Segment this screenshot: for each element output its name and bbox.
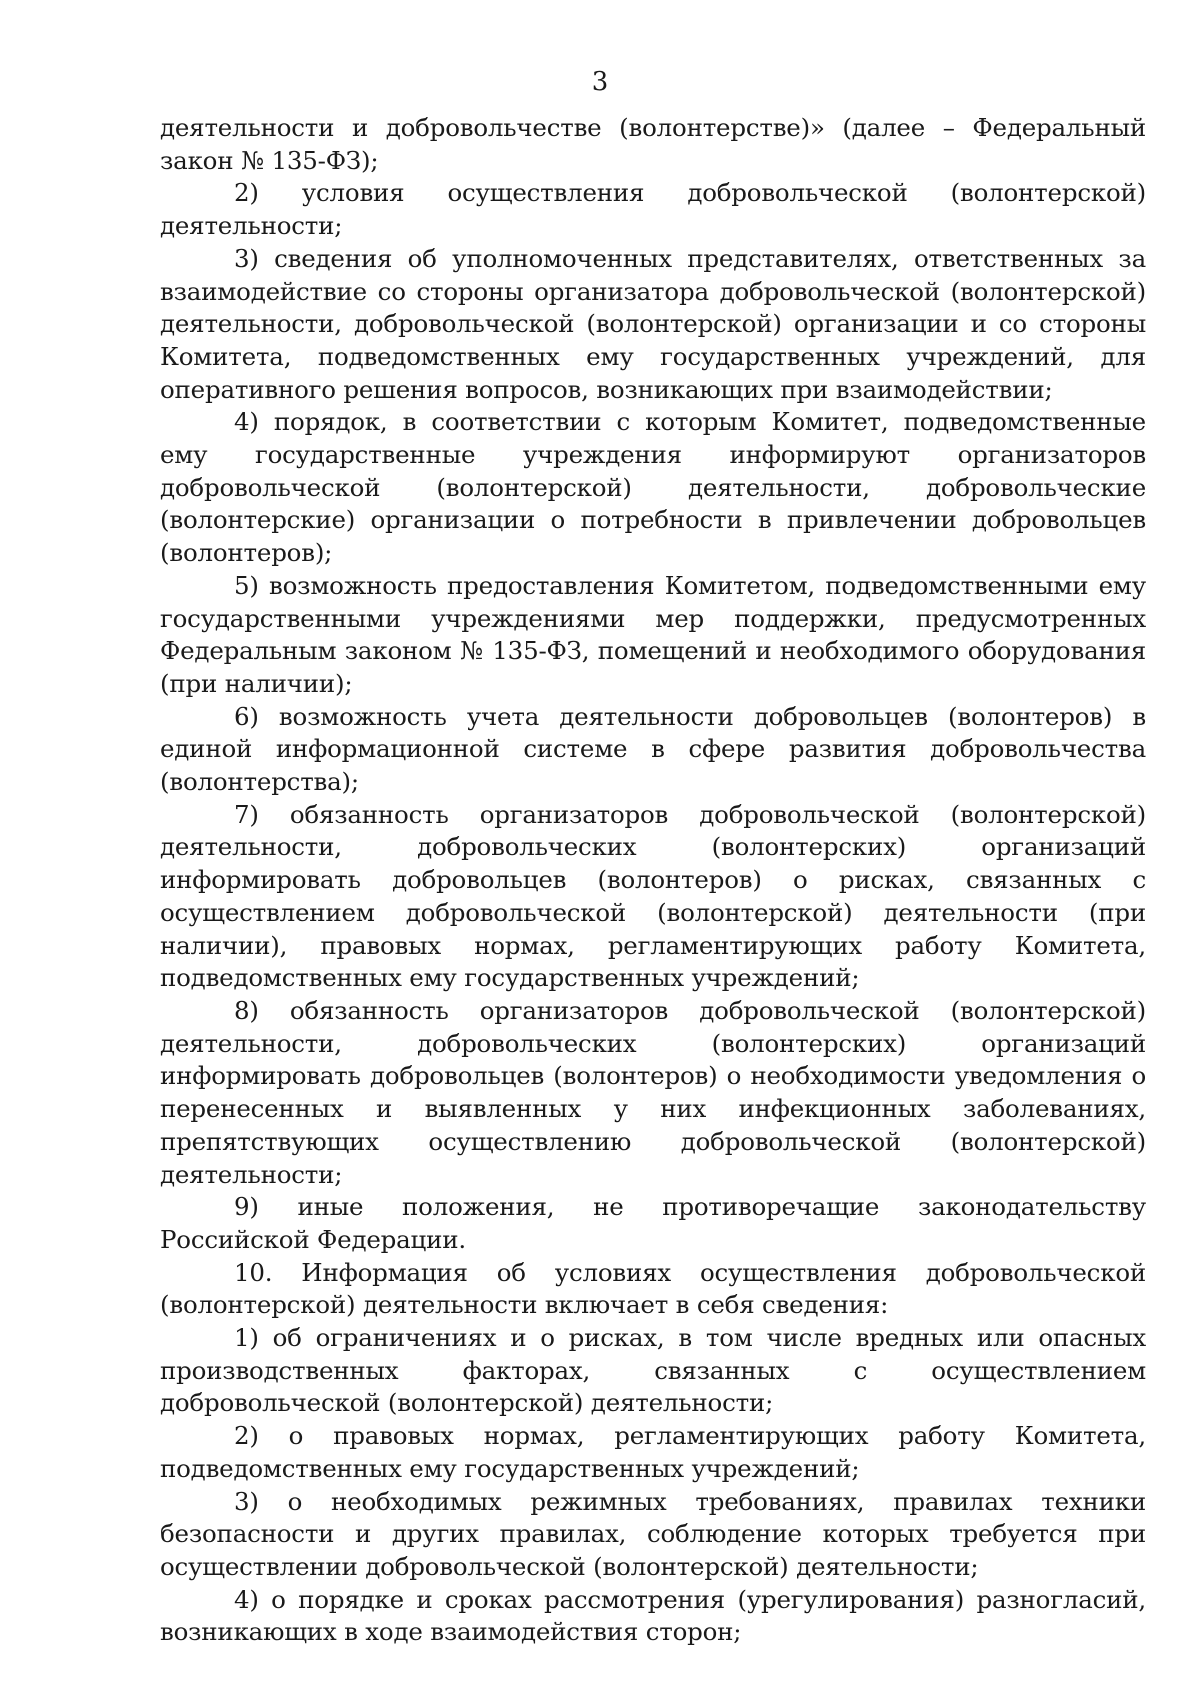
clause-10-item-legal-norms: 2) о правовых нормах, регламентирующих работу Комитета, подведомственных ему государственных учреждений; xyxy=(160,1421,1146,1483)
page-number: 3 xyxy=(591,67,609,97)
document-body xyxy=(160,112,1146,1649)
list-item-conditions: 2) условия осуществления добровольческой (волонтерской) деятельности; xyxy=(160,178,1146,241)
clause-10-item-safety-rules: 3) о необходимых режимных требованиях, правилах техники безопасности и других правилах, соблюдение которых требуется при осуществлении добровольческой (волонтерской) деятельности; xyxy=(160,1486,1146,1581)
clause-10-item-disputes: 4) о порядке и сроках рассмотрения (урегулирования) разногласий, возникающих в ходе взаимодействия сторон; xyxy=(160,1584,1146,1647)
list-item-risk-information-duty: 7) обязанность организаторов добровольческой (волонтерской) деятельности, добровольческих (волонтерских) организаций информировать добровольцев (волонтеров) о рисках, связанных с осуществлением добровольческой (волонтерской) деятельности (при наличии), правовых нормах, регламентирующих работу Комитета, подведомственных ему государственных учреждений; xyxy=(160,799,1146,993)
list-item-disease-notification-duty: 8) обязанность организаторов добровольческой (волонтерской) деятельности, добровольческих (волонтерских) организаций информировать добровольцев (волонтеров) о необходимости уведомления о перенесенных и выявленных у них инфекционных заболеваниях, препятствующих осуществлению добровольческой (волонтерской) деятельности; xyxy=(160,995,1146,1189)
paragraph-continuation: деятельности и добровольчестве (волонтерстве)» (далее – Федеральный закон № 135-ФЗ); xyxy=(160,113,1146,175)
list-item-activity-accounting: 6) возможность учета деятельности добровольцев (волонтеров) в единой информационной системе в сфере развития добровольчества (волонтерства); xyxy=(160,701,1146,797)
list-item-notification-procedure: 4) порядок, в соответствии с которым Комитет, подведомственные ему государственные учреждения информируют организаторов добровольческой (волонтерской) деятельности, добровольческие (волонтерские) организации о потребности в привлечении добровольцев (волонтеров); xyxy=(160,407,1146,568)
clause-10-intro: 10. Информация об условиях осуществления добровольческой (волонтерской) деятельности включает в себя сведения: xyxy=(160,1257,1146,1320)
list-item-representatives: 3) сведения об уполномоченных представителях, ответственных за взаимодействие со стороны организатора добровольческой (волонтерской) деятельности, добровольческой (волонтерской) организации и со стороны Комитета, подведомственных ему государственных учреждений, для оперативного решения вопросов, возникающих при взаимодействии; xyxy=(160,243,1146,404)
list-item-support-measures: 5) возможность предоставления Комитетом, подведомственными ему государственными учреждениями мер поддержки, предусмотренных Федеральным законом № 135-ФЗ, помещений и необходимого оборудования (при наличии); xyxy=(160,570,1146,698)
clause-10-item-risks: 1) об ограничениях и о рисках, в том числе вредных или опасных производственных факторах, связанных с осуществлением добровольческой (волонтерской) деятельности; xyxy=(160,1323,1146,1418)
list-item-other-provisions: 9) иные положения, не противоречащие законодательству Российской Федерации. xyxy=(160,1192,1146,1254)
